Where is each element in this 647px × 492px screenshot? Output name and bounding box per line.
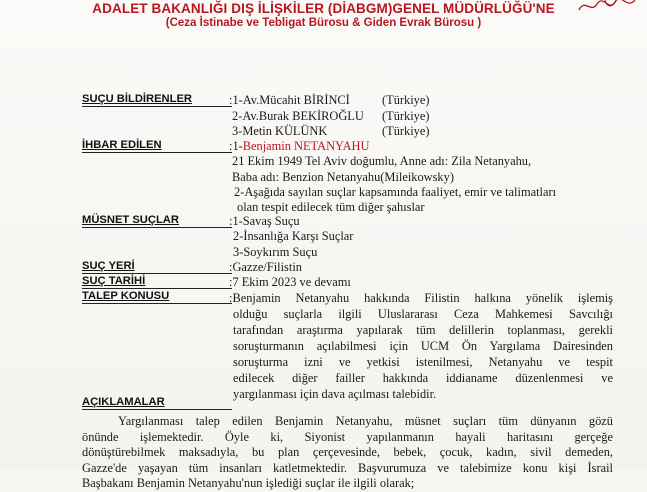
explanation-line: Yargılanması talep edilen Benjamin Netanyahu, müsnet suçları tüm dünyanın gözü bbox=[118, 414, 613, 428]
request-line: soruşturma izni ve yetkisi istenilmesi, Netanyahu ve tespit bbox=[233, 355, 613, 369]
divider bbox=[82, 288, 232, 289]
explanation-line: Gazze'de yaşayan tüm insanları katletmektedir. Başvurumuza ve talebimize konu kişi İsrail bbox=[82, 460, 613, 475]
reporter-2: 2-Av.Burak BEKİROĞLU bbox=[232, 109, 364, 123]
crime-1: :1-Savaş Suçu bbox=[229, 214, 300, 228]
divider bbox=[82, 409, 232, 410]
addressee-subtitle: (Ceza İstinabe ve Tebligat Bürosu & Giden Evrak Bürosu ) bbox=[165, 17, 482, 29]
request-line: tarafından araştırma yapılarak tüm delillerin toplanması, gerekli bbox=[233, 323, 613, 337]
request-line: soruşturmanın açılabilmesi için UCM Ön Yargılama Dairesinden bbox=[233, 339, 613, 353]
addressee-title: ADALET BAKANLIĞI DIŞ İLİŞKİLER (DİABGM)GENEL MÜDÜRLÜĞÜ'NE bbox=[92, 1, 555, 16]
request-subject bbox=[229, 290, 613, 402]
request-line: yargılanması için dava açılması talebidir. bbox=[233, 387, 437, 401]
reporter-3-country: (Türkiye) bbox=[382, 124, 430, 138]
label-aciklamalar: AÇIKLAMALAR bbox=[82, 396, 165, 408]
accused-2: 2-Aşağıda sayılan suçlar kapsamında faaliyet, emir ve talimatları bbox=[234, 185, 557, 199]
accused-birth-info: 21 Ekim 1949 Tel Aviv doğumlu, Anne adı: Zila Netanyahu, bbox=[232, 154, 532, 168]
label-talep-konusu: TALEP KONUSU bbox=[82, 290, 170, 302]
explanation-line: dönüştürebilmek maksadıyla, bu plan çerçevesinde, bebek, çocuk, kadın, sivil demeden, bbox=[82, 445, 613, 459]
request-line: edilecek diğer failler hakkında iddianame düzenlenmesi ve bbox=[233, 371, 613, 385]
reporter-2-country: (Türkiye) bbox=[382, 109, 430, 123]
accused-1 bbox=[229, 139, 369, 154]
crime-date: :7 Ekim 2023 ve devamı bbox=[229, 275, 351, 289]
divider bbox=[82, 273, 232, 274]
explanation-line: önünde işlemektedir. Öyle ki, Siyonist yapılanmanın hayali haritasını gerçeğe bbox=[82, 429, 613, 444]
label-musnet-suclar: MÜSNET SUÇLAR bbox=[82, 214, 179, 226]
explanation-line: Başbakanı Benjamin Netanyahu'nun işlediği suçlar ile ilgili olarak; bbox=[82, 476, 415, 490]
crime-3: 3-Soykırım Suçu bbox=[233, 245, 318, 259]
accused-2-cont: olan tespit edilecek tüm diğer şahıslar bbox=[237, 200, 425, 214]
divider bbox=[82, 303, 232, 304]
reporter-3: 3-Metin KÜLÜNK bbox=[232, 124, 328, 138]
divider bbox=[82, 227, 232, 228]
request-line: olduğu suçlarla ilgili Uluslararası Ceza Mahkemesi Savcılığı bbox=[233, 307, 613, 321]
reporter-1-country: (Türkiye) bbox=[382, 93, 430, 107]
accused-father-info: Baba adı: Benzion Netanyahu(Mileikowsky) bbox=[232, 170, 454, 184]
label-ihbar-edilen: İHBAR EDİLEN bbox=[82, 139, 162, 151]
crime-location: :Gazze/Filistin bbox=[229, 260, 302, 274]
label-suclu-bildirenler: SUÇU BİLDİRENLER bbox=[82, 93, 193, 105]
divider bbox=[82, 152, 232, 153]
explanations-body bbox=[82, 414, 613, 492]
label-suc-yeri: SUÇ YERİ bbox=[82, 260, 135, 272]
signature-icon bbox=[575, 0, 639, 16]
divider bbox=[82, 106, 232, 107]
reporter-1: :1-Av.Mücahit BİRİNCİ bbox=[229, 93, 350, 107]
accused-prefix: :1- bbox=[229, 139, 243, 153]
accused-name: Benjamin NETANYAHU bbox=[242, 139, 370, 153]
crime-2: 2-İnsanlığa Karşı Suçlar bbox=[233, 229, 354, 243]
request-line: :Benjamin Netanyahu hakkında Filistin halkına yönelik işlemiş bbox=[229, 291, 613, 305]
label-suc-tarihi: SUÇ TARİHİ bbox=[82, 275, 146, 287]
